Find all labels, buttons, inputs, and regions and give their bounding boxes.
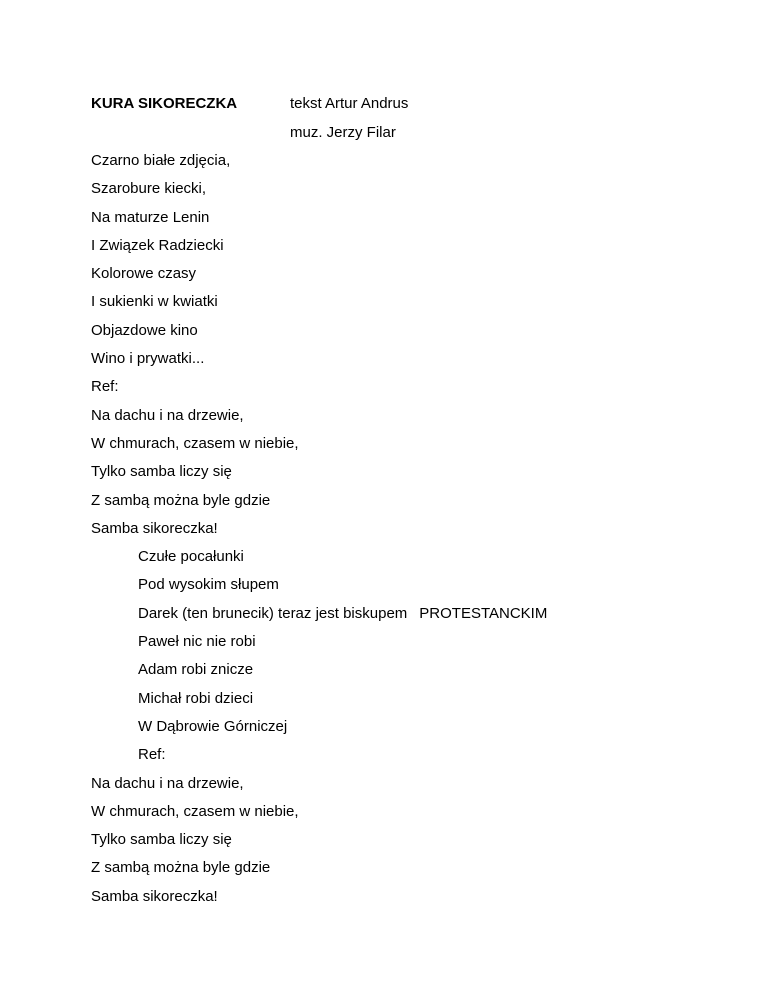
lyric-line (91, 180, 547, 208)
song-title: KURA SIKORECZKA (91, 95, 238, 112)
lyric-line-text: Samba sikoreczka! (91, 519, 218, 537)
lyric-line (91, 576, 547, 604)
lyric-line-text: Samba sikoreczka! (91, 887, 218, 905)
lyric-line-text: Michał robi dzieci (138, 689, 254, 707)
lyric-line-text: Ref: (91, 378, 119, 396)
lyric-line-text: Tylko samba liczy się (91, 463, 232, 481)
lyric-line (91, 775, 547, 803)
lyric-line-text: Czarno białe zdjęcia, (91, 152, 231, 169)
lyric-line (91, 407, 547, 435)
lyric-line (91, 605, 547, 633)
lyric-line (91, 633, 547, 661)
handwritten-annotation: PROTESTANCKIM (419, 604, 548, 622)
lyric-line (91, 152, 547, 180)
lyric-line-text: Z sambą można byle gdzie (91, 859, 271, 877)
lyric-line-text: Z sambą można byle gdzie (91, 491, 271, 509)
lyric-line (91, 378, 547, 406)
lyric-line (91, 831, 547, 859)
lyric-line-text: Kolorowe czasy (91, 265, 197, 283)
lyric-line-text: Szarobure kiecki, (91, 180, 207, 198)
lyric-line (91, 209, 547, 237)
lyric-line-text: Darek (ten brunecik) teraz jest biskupem (138, 604, 408, 622)
lyric-line-text: Tylko samba liczy się (91, 831, 232, 849)
lyric-line (91, 661, 547, 689)
lyric-line (91, 520, 547, 548)
lyric-line-text: W chmurach, czasem w niebie, (91, 434, 299, 452)
lyric-line-text: Paweł nic nie robi (138, 633, 256, 651)
lyric-line (91, 859, 547, 887)
lyrics-body (91, 152, 547, 916)
lyric-line-text: Wino i prywatki... (91, 350, 205, 368)
lyric-line-text: W chmurach, czasem w niebie, (91, 802, 299, 820)
lyric-line (91, 690, 547, 718)
lyric-line (91, 322, 547, 350)
lyric-line (91, 548, 547, 576)
lyric-line (91, 492, 547, 520)
lyric-line (91, 888, 547, 916)
lyrics-credit: tekst Artur Andrus (290, 95, 409, 112)
lyric-line-text: Adam robi znicze (138, 661, 254, 679)
lyric-line-text: Na maturze Lenin (91, 208, 210, 226)
lyric-line-text: Ref: (138, 746, 166, 764)
lyric-line-text: Na dachu i na drzewie, (91, 406, 244, 424)
lyric-line (91, 265, 547, 293)
lyric-line-text: Objazdowe kino (91, 321, 198, 339)
lyric-line (91, 463, 547, 491)
lyric-line-text: Pod wysokim słupem (138, 576, 279, 594)
lyric-line (91, 746, 547, 774)
lyric-line (91, 803, 547, 831)
lyric-line-text: W Dąbrowie Górniczej (138, 717, 288, 735)
lyric-line (91, 237, 547, 265)
lyric-line-text: Na dachu i na drzewie, (91, 774, 244, 792)
lyric-line (91, 293, 547, 321)
lyric-line-text: Czułe pocałunki (138, 548, 244, 566)
lyric-line (91, 350, 547, 378)
lyric-line-text: I Związek Radziecki (91, 236, 224, 254)
lyric-line (91, 718, 547, 746)
music-credit: muz. Jerzy Filar (290, 124, 396, 141)
lyric-line-text: I sukienki w kwiatki (91, 293, 218, 311)
lyric-line (91, 435, 547, 463)
